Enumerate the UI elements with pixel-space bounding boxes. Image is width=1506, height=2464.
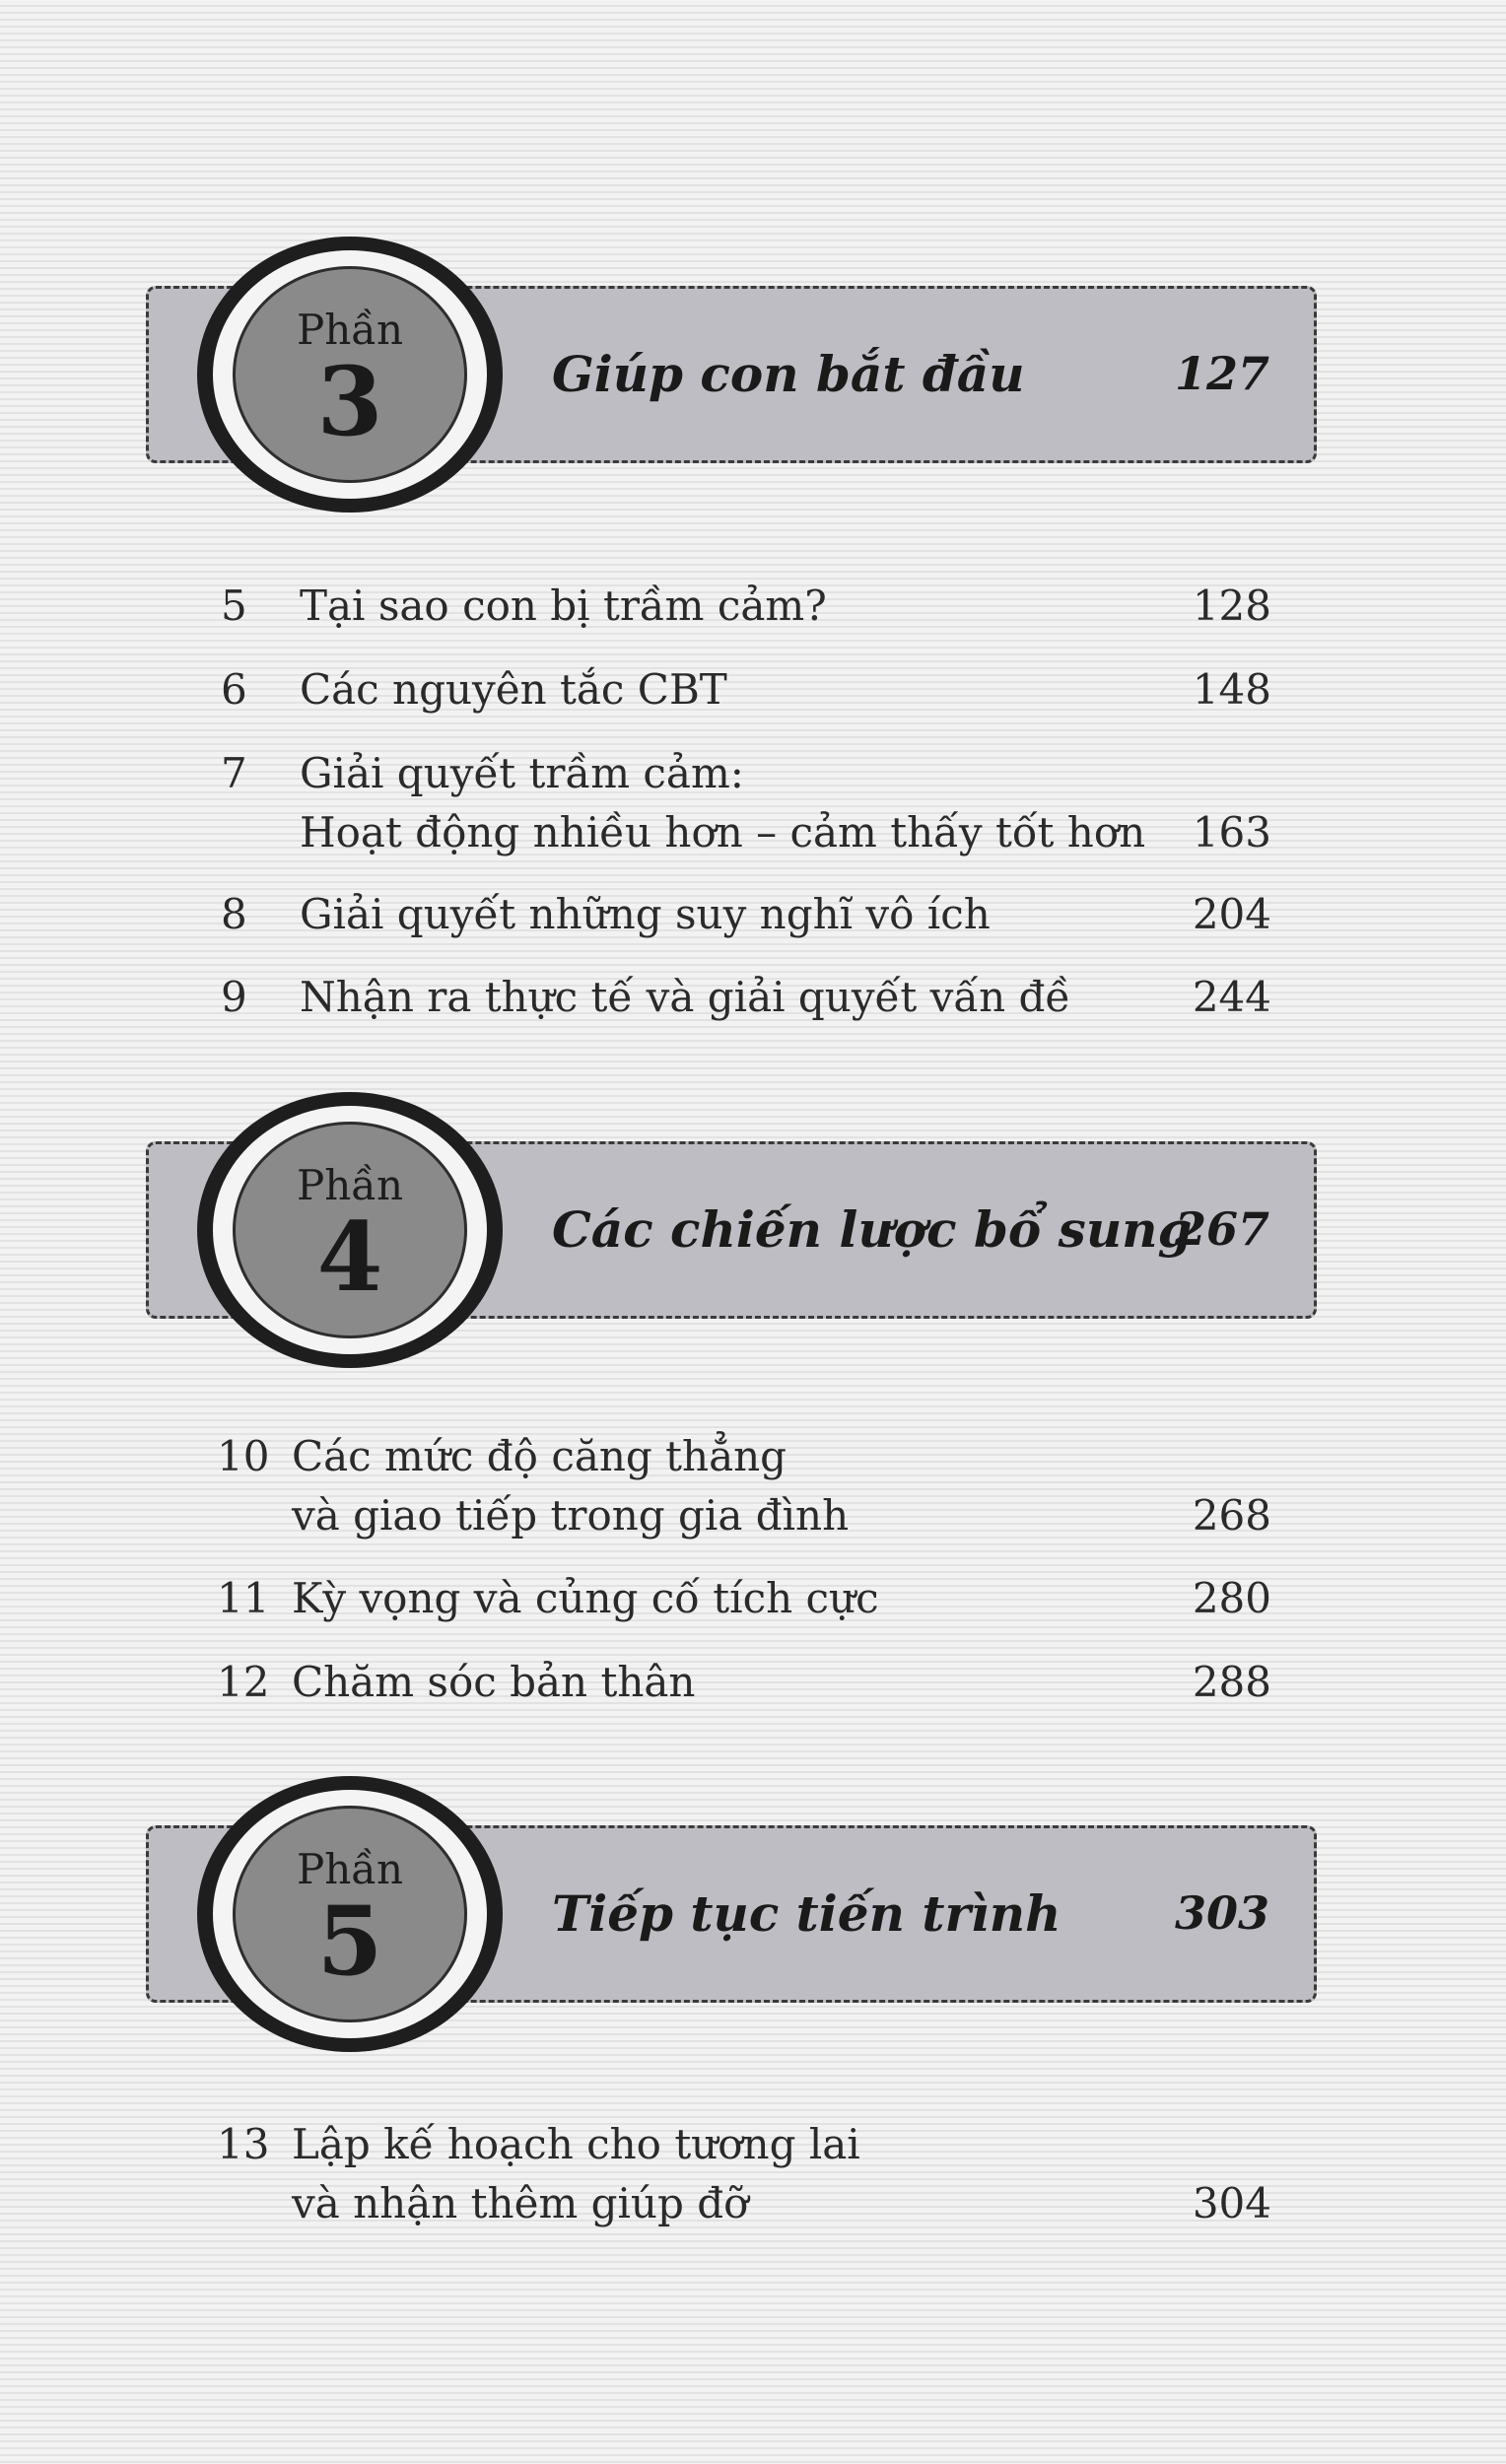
chapter-title	[300, 968, 1070, 1027]
chapter-page-number: 128	[1192, 582, 1271, 630]
chapter-page-number: 288	[1192, 1658, 1271, 1706]
chapter-title	[300, 577, 827, 636]
part-title[interactable]: Giúp con bắt đầu	[552, 345, 1025, 403]
chapter-page-number: 268	[1192, 1491, 1271, 1540]
part-number: 3	[316, 346, 383, 457]
chapter-title	[292, 2115, 860, 2233]
chapter-title-line: Các nguyên tắc CBT	[300, 665, 727, 714]
chapter-title	[300, 744, 1145, 862]
chapter-title-line: Nhận ra thực tế và giải quyết vấn đề	[300, 973, 1071, 1021]
chapter-page-number: 204	[1192, 890, 1271, 938]
part-header-4	[0, 1092, 1506, 1368]
part-page-number: 127	[1174, 347, 1269, 400]
chapter-number: 5	[221, 582, 247, 630]
chapter-title	[292, 1653, 695, 1712]
chapter-page-number: 163	[1192, 808, 1271, 856]
chapter-title	[292, 1427, 849, 1545]
chapter-title	[300, 885, 991, 944]
part-title[interactable]: Các chiến lược bổ sung	[552, 1200, 1193, 1259]
chapter-title-line: Tại sao con bị trầm cảm?	[300, 582, 827, 630]
chapter-title-line: Chăm sóc bản thân	[292, 1658, 696, 1706]
chapter-number: 13	[217, 2120, 270, 2168]
part-number: 4	[316, 1201, 383, 1313]
chapter-title-line: và nhận thêm giúp đỡ	[292, 2179, 749, 2227]
chapter-title	[292, 1569, 879, 1628]
part-label: Phần	[296, 1845, 404, 1893]
chapter-title-line: Lập kế hoạch cho tương lai	[292, 2120, 860, 2168]
chapter-title-line: Giải quyết trầm cảm:	[300, 749, 744, 797]
chapter-title-line: Các mức độ căng thẳng	[292, 1432, 787, 1480]
part-label: Phần	[296, 1161, 404, 1209]
chapter-number: 8	[221, 890, 247, 938]
part-title[interactable]: Tiếp tục tiến trình	[552, 1884, 1061, 1943]
chapter-number: 6	[221, 665, 247, 714]
chapter-title-line: và giao tiếp trong gia đình	[292, 1491, 850, 1540]
chapter-page-number: 244	[1192, 973, 1271, 1021]
chapter-title-line: Giải quyết những suy nghĩ vô ích	[300, 890, 991, 938]
chapter-page-number: 280	[1192, 1574, 1271, 1622]
chapter-title-line: Hoạt động nhiều hơn – cảm thấy tốt hơn	[300, 808, 1146, 856]
chapter-number: 12	[217, 1658, 270, 1706]
part-label: Phần	[296, 306, 404, 354]
chapter-page-number: 148	[1192, 665, 1271, 714]
part-number: 5	[316, 1885, 383, 1997]
chapter-title	[300, 660, 727, 719]
chapter-page-number: 304	[1192, 2179, 1271, 2227]
part-header-3	[0, 237, 1506, 513]
chapter-number: 11	[217, 1574, 270, 1622]
chapter-number: 7	[221, 749, 247, 797]
chapter-number: 9	[221, 973, 247, 1021]
chapter-number: 10	[217, 1432, 270, 1480]
chapter-title-line: Kỳ vọng và củng cố tích cực	[292, 1574, 879, 1622]
part-header-5	[0, 1776, 1506, 2052]
part-page-number: 303	[1174, 1886, 1269, 1940]
part-page-number: 267	[1174, 1202, 1269, 1256]
